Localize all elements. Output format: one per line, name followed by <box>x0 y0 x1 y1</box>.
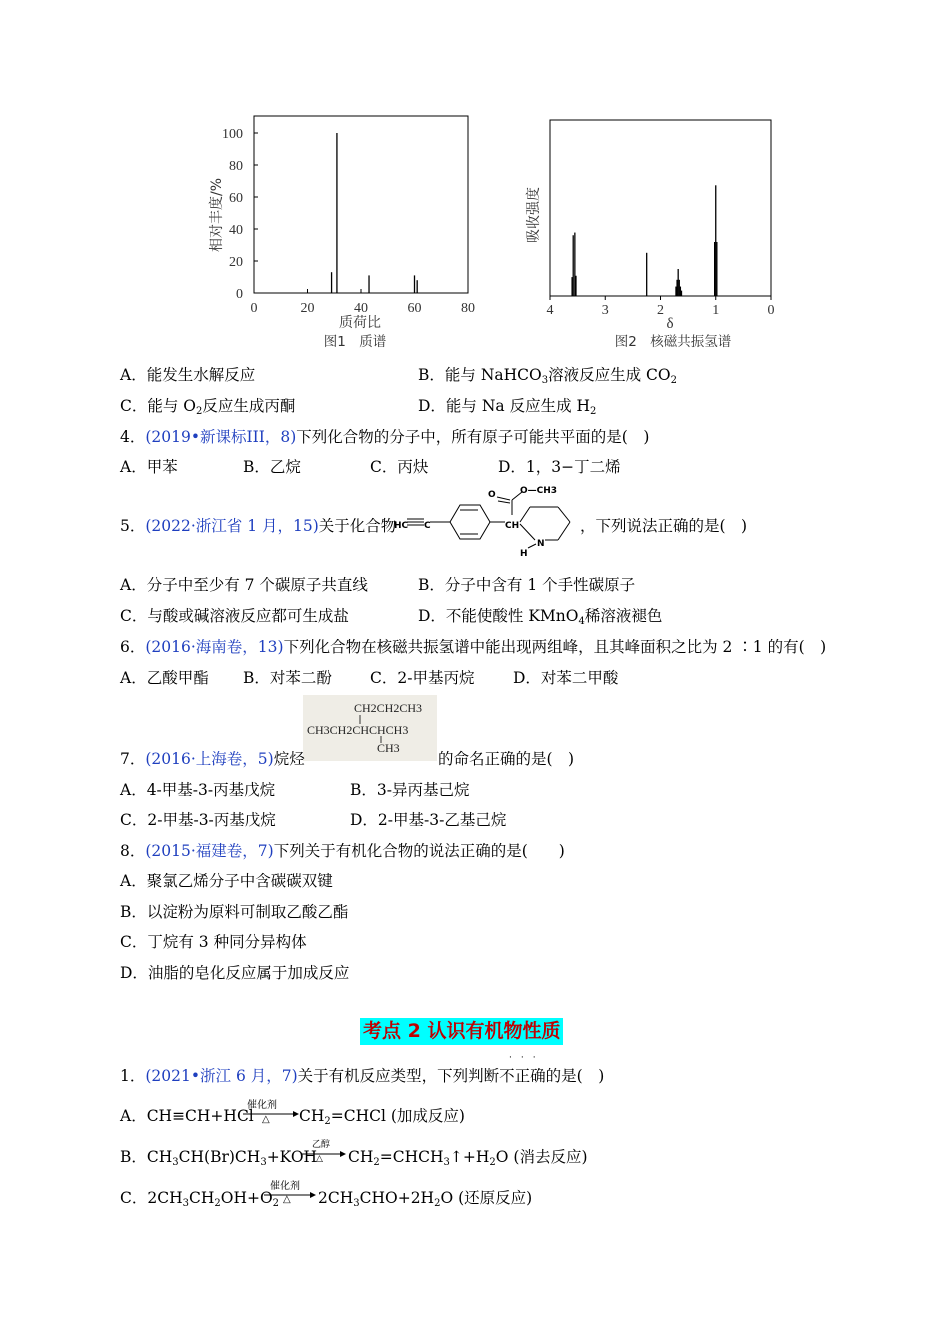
fig2-caption: 图2 核磁共振氢谱 <box>614 334 732 350</box>
q8-option-b: B．以淀粉为原料可制取乙酸乙酯 <box>120 903 349 921</box>
q7-stem-right: 的命名正确的是( ) <box>438 750 575 768</box>
s2q1-option-b-solvent: 乙醇 <box>312 1140 331 1150</box>
q3-option-c: C．能与 $O_2$反应生成丙酮 <box>120 397 296 417</box>
q7-struct-line3: CH3 <box>377 741 400 755</box>
s2q1-option-a-catalyst: 催化剂 <box>247 1100 277 1111</box>
s2q1-option-c-left: C．$2CH_3CH_2OH+O_2$ <box>120 1189 280 1209</box>
fig1-x-tick-label: 0 <box>250 301 258 316</box>
s2q1-option-b-arrow <box>302 1150 346 1158</box>
fig1-x-tick-label: 60 <box>407 301 422 316</box>
q4-option-a: A．甲苯 <box>120 458 178 476</box>
s2q1-option-a-left: A．CH≡CH+HCl <box>120 1107 254 1125</box>
q4-option-c: C．丙炔 <box>370 458 429 476</box>
figure-2-nmr-spectrum <box>515 108 795 353</box>
q4-option-d: D．1，3−丁二烯 <box>498 458 621 476</box>
q3-option-a: A．能发生水解反应 <box>120 366 256 384</box>
fig1-y-tick-label: 60 <box>229 191 243 206</box>
q5-struct-ch: CH <box>505 521 520 531</box>
q7-option-b: B．3-异丙基己烷 <box>350 781 470 799</box>
fig2-x-label: δ <box>666 316 674 332</box>
fig2-x-tick-label: 1 <box>712 303 720 318</box>
q8-option-d: D．油脂的皂化反应属于加成反应 <box>120 964 350 982</box>
s2q1-option-a-arrow <box>243 1110 299 1118</box>
q5-struct-hc: HC <box>394 521 409 531</box>
fig1-y-tick-label: 0 <box>236 287 243 302</box>
q6-option-b: B．对苯二酚 <box>243 669 332 687</box>
q7-option-d: D．2-甲基-3-乙基己烷 <box>350 811 507 829</box>
q5-structure-formula <box>392 480 582 560</box>
q5-stem-left: 5．(2022·浙江省 1 月，15)关于化合物 <box>120 517 397 535</box>
q5-stem-right: ，下列说法正确的是( ) <box>580 517 748 535</box>
s2q1-option-a-heat: △ <box>262 1114 270 1125</box>
q5-struct-h: H <box>520 549 528 559</box>
fig1-y-tick-label: 100 <box>222 127 243 142</box>
q5-option-b: B．分子中含有 1 个手性碳原子 <box>418 576 636 594</box>
q7-struct-line1: CH2CH2CH3 <box>354 701 423 715</box>
fig1-x-tick-label: 20 <box>300 301 315 316</box>
s2q1-option-b-right: $CH_2=CHCH_3↑+H_2O$ (消去反应) <box>348 1148 588 1168</box>
fig2-y-label: 吸收强度 <box>526 187 542 243</box>
s2q1-option-c-catalyst: 催化剂 <box>270 1181 300 1192</box>
fig1-x-tick-label: 40 <box>354 301 368 316</box>
section-heading: 考点 2 认识有机物性质 <box>360 1018 563 1045</box>
fig1-y-label: 相对丰度/% <box>209 177 225 253</box>
emphasis-dots: ··· <box>509 1053 545 1063</box>
q8-stem: 8．(2015·福建卷，7)下列关于有机化合物的说法正确的是( ) <box>120 842 565 860</box>
q7-option-c: C．2-甲基-3-丙基戊烷 <box>120 811 276 829</box>
q7-option-a: A．4-甲基-3-丙基戊烷 <box>120 781 276 799</box>
fig2-x-tick-label: 0 <box>767 303 775 318</box>
fig1-y-tick-label: 80 <box>229 159 243 174</box>
fig1-plot-frame <box>254 116 468 293</box>
q5-struct-och3: O—CH3 <box>520 486 558 496</box>
fig1-x-label: 质荷比 <box>339 315 381 331</box>
q5-option-a: A．分子中至少有 7 个碳原子共直线 <box>120 576 368 594</box>
figure-1-mass-spectrum <box>195 108 495 353</box>
fig2-plot-frame <box>550 120 771 296</box>
fig1-y-tick-label: 40 <box>229 223 243 238</box>
fig1-y-tick-label: 20 <box>229 255 243 270</box>
fig2-x-tick-label: 2 <box>657 303 664 318</box>
s2q1-option-c-right: $2CH_3CHO+2H_2O$ (还原反应) <box>318 1189 533 1209</box>
q7-stem-left: 7．(2016·上海卷，5)烷烃 <box>120 750 305 768</box>
q5-option-d: D．不能使酸性 KMnO$_4$稀溶液褪色 <box>418 607 663 627</box>
fig2-x-tick-label: 4 <box>546 303 554 318</box>
q6-stem: 6．(2016·海南卷，13)下列化合物在核磁共振氢谱中能出现两组峰，且其峰面积之比为 2 ∶1 的有( ) <box>120 638 827 656</box>
q8-option-c: C．丁烷有 3 种同分异构体 <box>120 933 307 951</box>
q3-option-b: B．能与 NaHCO$_3$溶液反应生成 $CO_2$ <box>418 366 677 386</box>
q4-stem: 4．(2019•新课标III，8)下列化合物的分子中，所有原子可能共平面的是( ) <box>120 428 650 446</box>
fig2-x-tick-label: 3 <box>601 303 609 318</box>
q5-option-c: C．与酸或碱溶液反应都可生成盐 <box>120 607 349 625</box>
q6-option-a: A．乙酸甲酯 <box>120 669 209 687</box>
q7-structure-photo <box>303 695 437 761</box>
s2q1-stem: 1．(2021•浙江 6 月，7)关于有机反应类型，下列判断不正确的是( ) <box>120 1067 605 1085</box>
s2q1-option-a-right: $CH_2=CHCl$ (加成反应) <box>299 1107 465 1127</box>
s2q1-option-b-heat: △ <box>316 1154 323 1164</box>
s2q1-option-c-heat: △ <box>283 1194 291 1205</box>
q7-struct-line2: CH3CH2CHCHCH3 <box>307 723 409 737</box>
fig1-caption: 图1 质谱 <box>323 334 387 350</box>
q5-struct-n: N <box>537 539 545 549</box>
q5-struct-o: O <box>488 490 496 500</box>
q6-option-d: D．对苯二甲酸 <box>513 669 619 687</box>
q4-option-b: B．乙烷 <box>243 458 301 476</box>
q3-option-d: D．能与 Na 反应生成 $H_2$ <box>418 397 597 417</box>
fig1-x-tick-label: 80 <box>461 301 475 316</box>
s2q1-option-b-left: B．$CH_3CH(Br)CH_3+KOH$ <box>120 1148 318 1168</box>
q6-option-c: C．2-甲基丙烷 <box>370 669 475 687</box>
q5-struct-c: C <box>424 521 431 531</box>
q8-option-a: A．聚氯乙烯分子中含碳碳双键 <box>120 872 333 890</box>
